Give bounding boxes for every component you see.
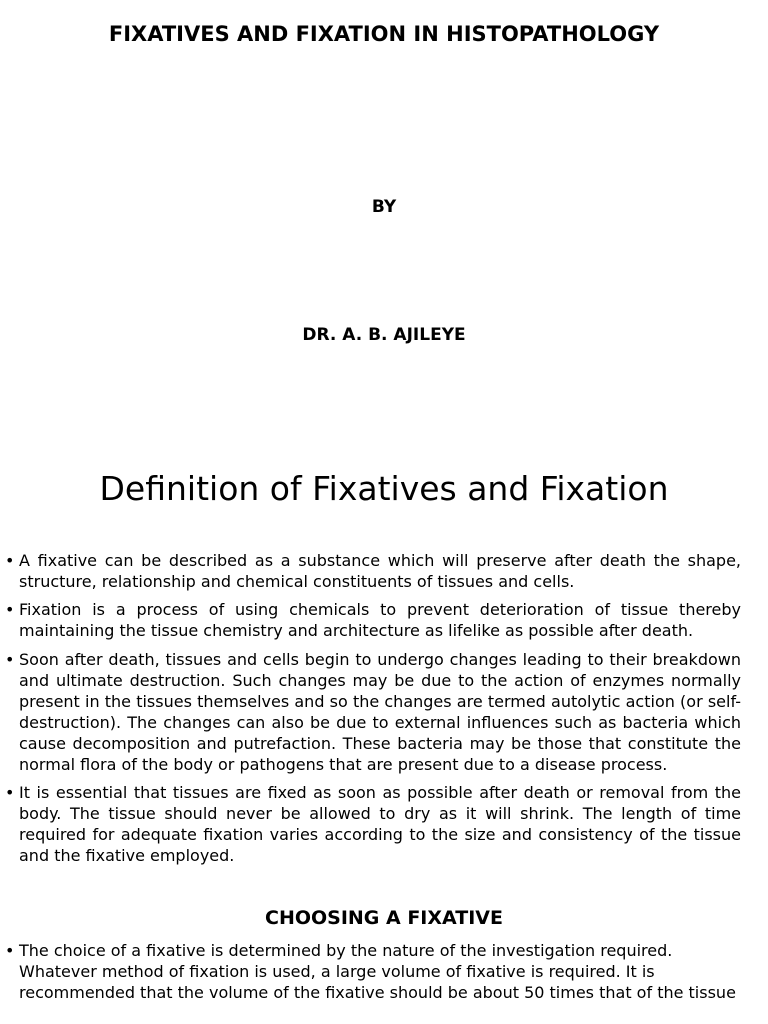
bullet-text: It is essential that tissues are fixed as soon as possible after death or removal from the body. The tissue should never be allowed to dry as it will shrink. The length of time required for adequate fixation varies according to the size and consistency of the tissue and the fixative employed. [19, 783, 741, 865]
bullet-icon: • [5, 941, 15, 960]
list-item [5, 550, 741, 592]
definition-heading: Definition of Fixatives and Fixation [99, 469, 669, 509]
bullet-text: Fixation is a process of using chemicals to prevent deterioration of tissue thereby maintaining the tissue chemistry and architecture as lifelike as possible after death. [19, 600, 741, 640]
author-name: DR. A. B. AJILEYE [302, 325, 466, 345]
document-title: FIXATIVES AND FIXATION IN HISTOPATHOLOGY [108, 22, 660, 46]
bullet-icon: • [5, 551, 15, 570]
bullet-text: Soon after death, tissues and cells begin to undergo changes leading to their breakdown and ultimate destruction. Such changes may be due to the action of enzymes normally present in the tissues themselves and so the changes are termed autolytic action (or self-destruction). The changes can also be due to external influences such as bacteria which cause decomposition and putrefaction. These bacteria may be those that constitute the normal flora of the body or pathogens that are present due to a disease process. [19, 650, 741, 774]
list-item [5, 782, 741, 866]
list-item [5, 599, 741, 641]
by-line: BY [371, 197, 397, 217]
definition-list [5, 649, 741, 775]
list-item [5, 940, 741, 1003]
choosing-list [5, 940, 741, 1003]
definition-list [5, 550, 741, 592]
bullet-icon: • [5, 783, 15, 802]
bullet-text: A fixative can be described as a substance which will preserve after death the shape, structure, relationship and chemical constituents of tissues and cells. [19, 551, 741, 591]
bullet-icon: • [5, 600, 15, 619]
bullet-text: The choice of a fixative is determined by the nature of the investigation required. Whatever method of fixation is used, a large volume of fixative is required. It is recommended that the volume of the fixative should be about 50 times that of the tissue [19, 941, 736, 1002]
list-item [5, 649, 741, 775]
definition-list [5, 599, 741, 641]
bullet-icon: • [5, 650, 15, 669]
choosing-fixative-heading: CHOOSING A FIXATIVE [265, 906, 503, 929]
definition-list [5, 782, 741, 866]
